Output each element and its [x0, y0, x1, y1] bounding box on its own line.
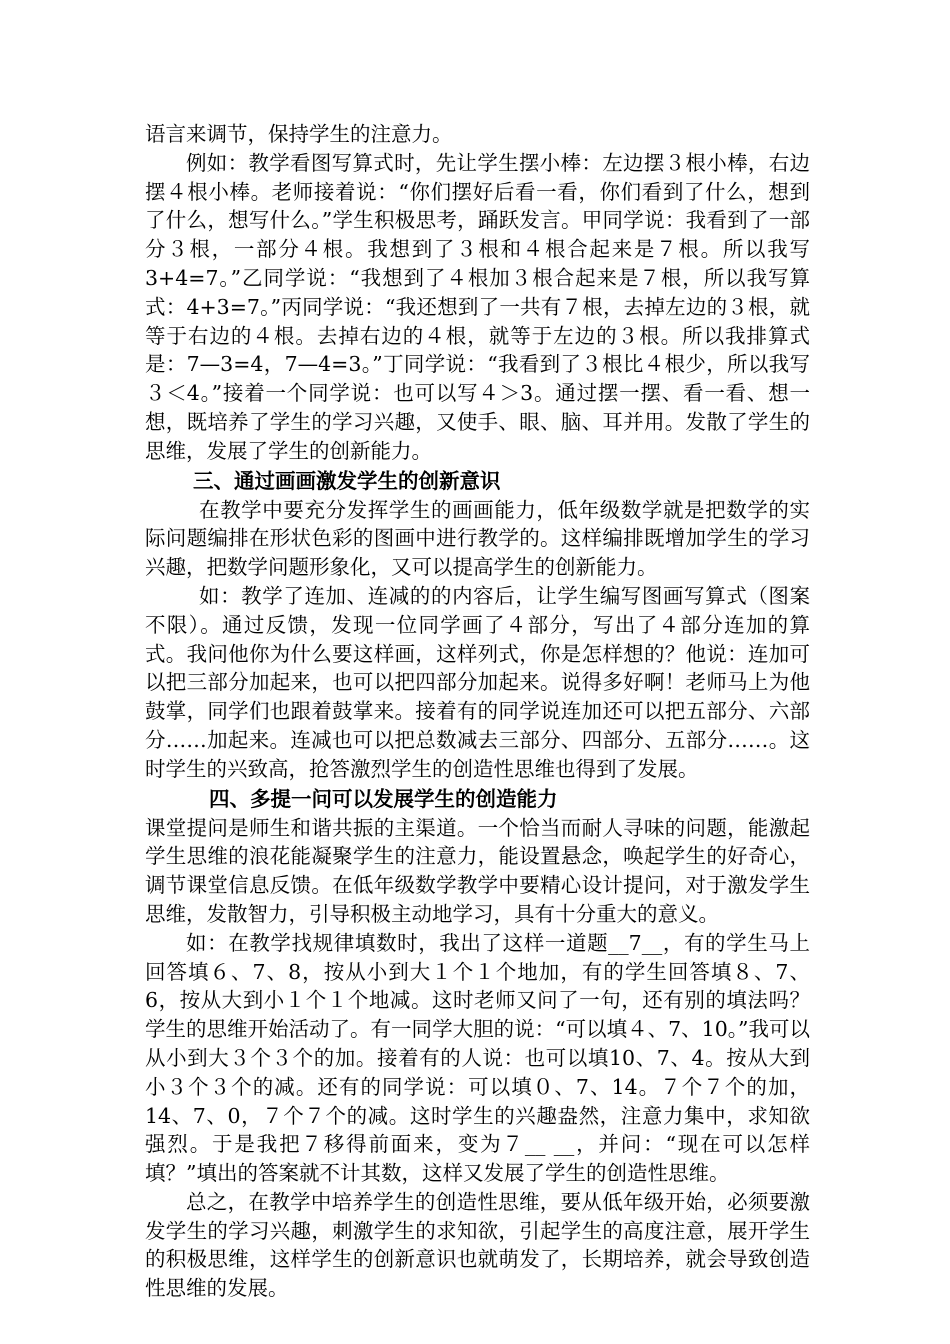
section-heading-three: 三、通过画画激发学生的创新意识 [193, 468, 501, 493]
paragraph-pattern-example: 如：在教学找规律填数时，我出了这样一道题__7__，有的学生马上回答填６、7、8，按从小到大１个１个地加，有的学生回答填８、7、6，按从大到小１个１个地减。这时老师又问了一句，还有别的填法吗？学生的思维开始活动了。有一同学大胆的说：“可以填４、7、10。”我可以从小到大３个３个的加。接着有的人说：也可以填10、7、4。按从大到小３个３个的减。还有的同学说：可以填０、7、14。７个７个的加，14、7、0，７个７个的减。这时学生的兴趣盎然，注意力集中，求知欲强烈。于是我把７移得前面来，变为７__ __，并问：“现在可以怎样填？”填出的答案就不计其数，这样又发展了学生的创造性思维。 [145, 930, 810, 1186]
document-page [145, 120, 810, 1303]
section-heading-four: 四、多提一问可以发展学生的创造能力 [209, 786, 558, 811]
paragraph-intro-continuation: 语言来调节，保持学生的注意力。 [145, 122, 453, 146]
paragraph-drawing-example: 如：教学了连加、连减的的内容后，让学生编写图画写算式（图案不限）。通过反馈，发现一位同学画了４部分，写出了４部分连加的算式。我问他你为什么要这样画，这样列式，你是怎样想的？他说：连加可以把三部分加起来，也可以把四部分加起来。说得多好啊！老师马上为他鼓掌，同学们也跟着鼓掌来。接着有的同学说连加还可以把五部分、六部分……加起来。连减也可以把总数减去三部分、四部分、五部分……。这时学生的兴致高，抢答激烈学生的创造性思维也得到了发展。 [145, 583, 810, 781]
paragraph-example-sticks: 例如：教学看图写算式时，先让学生摆小棒：左边摆３根小棒，右边摆４根小棒。老师接着说：“你们摆好后看一看，你们看到了什么，想到了什么，想写什么。”学生积极思考，踊跃发言。甲同学说：我看到了一部分３根，一部分４根。我想到了３根和４根合起来是７根。所以我写3+4=7。”乙同学说：“我想到了４根加３根合起来是７根，所以我写算式：4+3=7。”丙同学说：“我还想到了一共有７根，去掉左边的３根，就等于右边的４根。去掉右边的４根，就等于左边的３根。所以我排算式是：7—3=4，7—4=3。”丁同学说：“我看到了３根比４根少，所以我写３＜4。”接着一个同学说：也可以写４＞3。通过摆一摆、看一看、想一想，既培养了学生的学习兴趣，又使手、眼、脑、耳并用。发散了学生的思维，发展了学生的创新能力。 [145, 150, 810, 463]
paragraph-conclusion: 总之，在教学中培养学生的创造性思维，要从低年级开始，必须要激发学生的学习兴趣，刺激学生的求知欲，引起学生的高度注意，展开学生的积极思维，这样学生的创新意识也就萌发了，长期培养，就会导致创造性思维的发展。 [145, 1189, 810, 1301]
paragraph-drawing-ability: 在教学中要充分发挥学生的画画能力，低年级数学就是把数学的实际问题编排在形状色彩的图画中进行教学的。这样编排既增加学生的学习兴趣，把数学问题形象化，又可以提高学生的创新能力。 [145, 497, 810, 580]
paragraph-classroom-questions: 课堂提问是师生和谐共振的主渠道。一个恰当而耐人寻味的问题，能激起学生思维的浪花能凝聚学生的注意力，能设置悬念，唤起学生的好奇心，调节课堂信息反馈。在低年级数学教学中要精心设计提问，对于激发学生思维，发散智力，引导积极主动地学习，具有十分重大的意义。 [145, 815, 810, 926]
